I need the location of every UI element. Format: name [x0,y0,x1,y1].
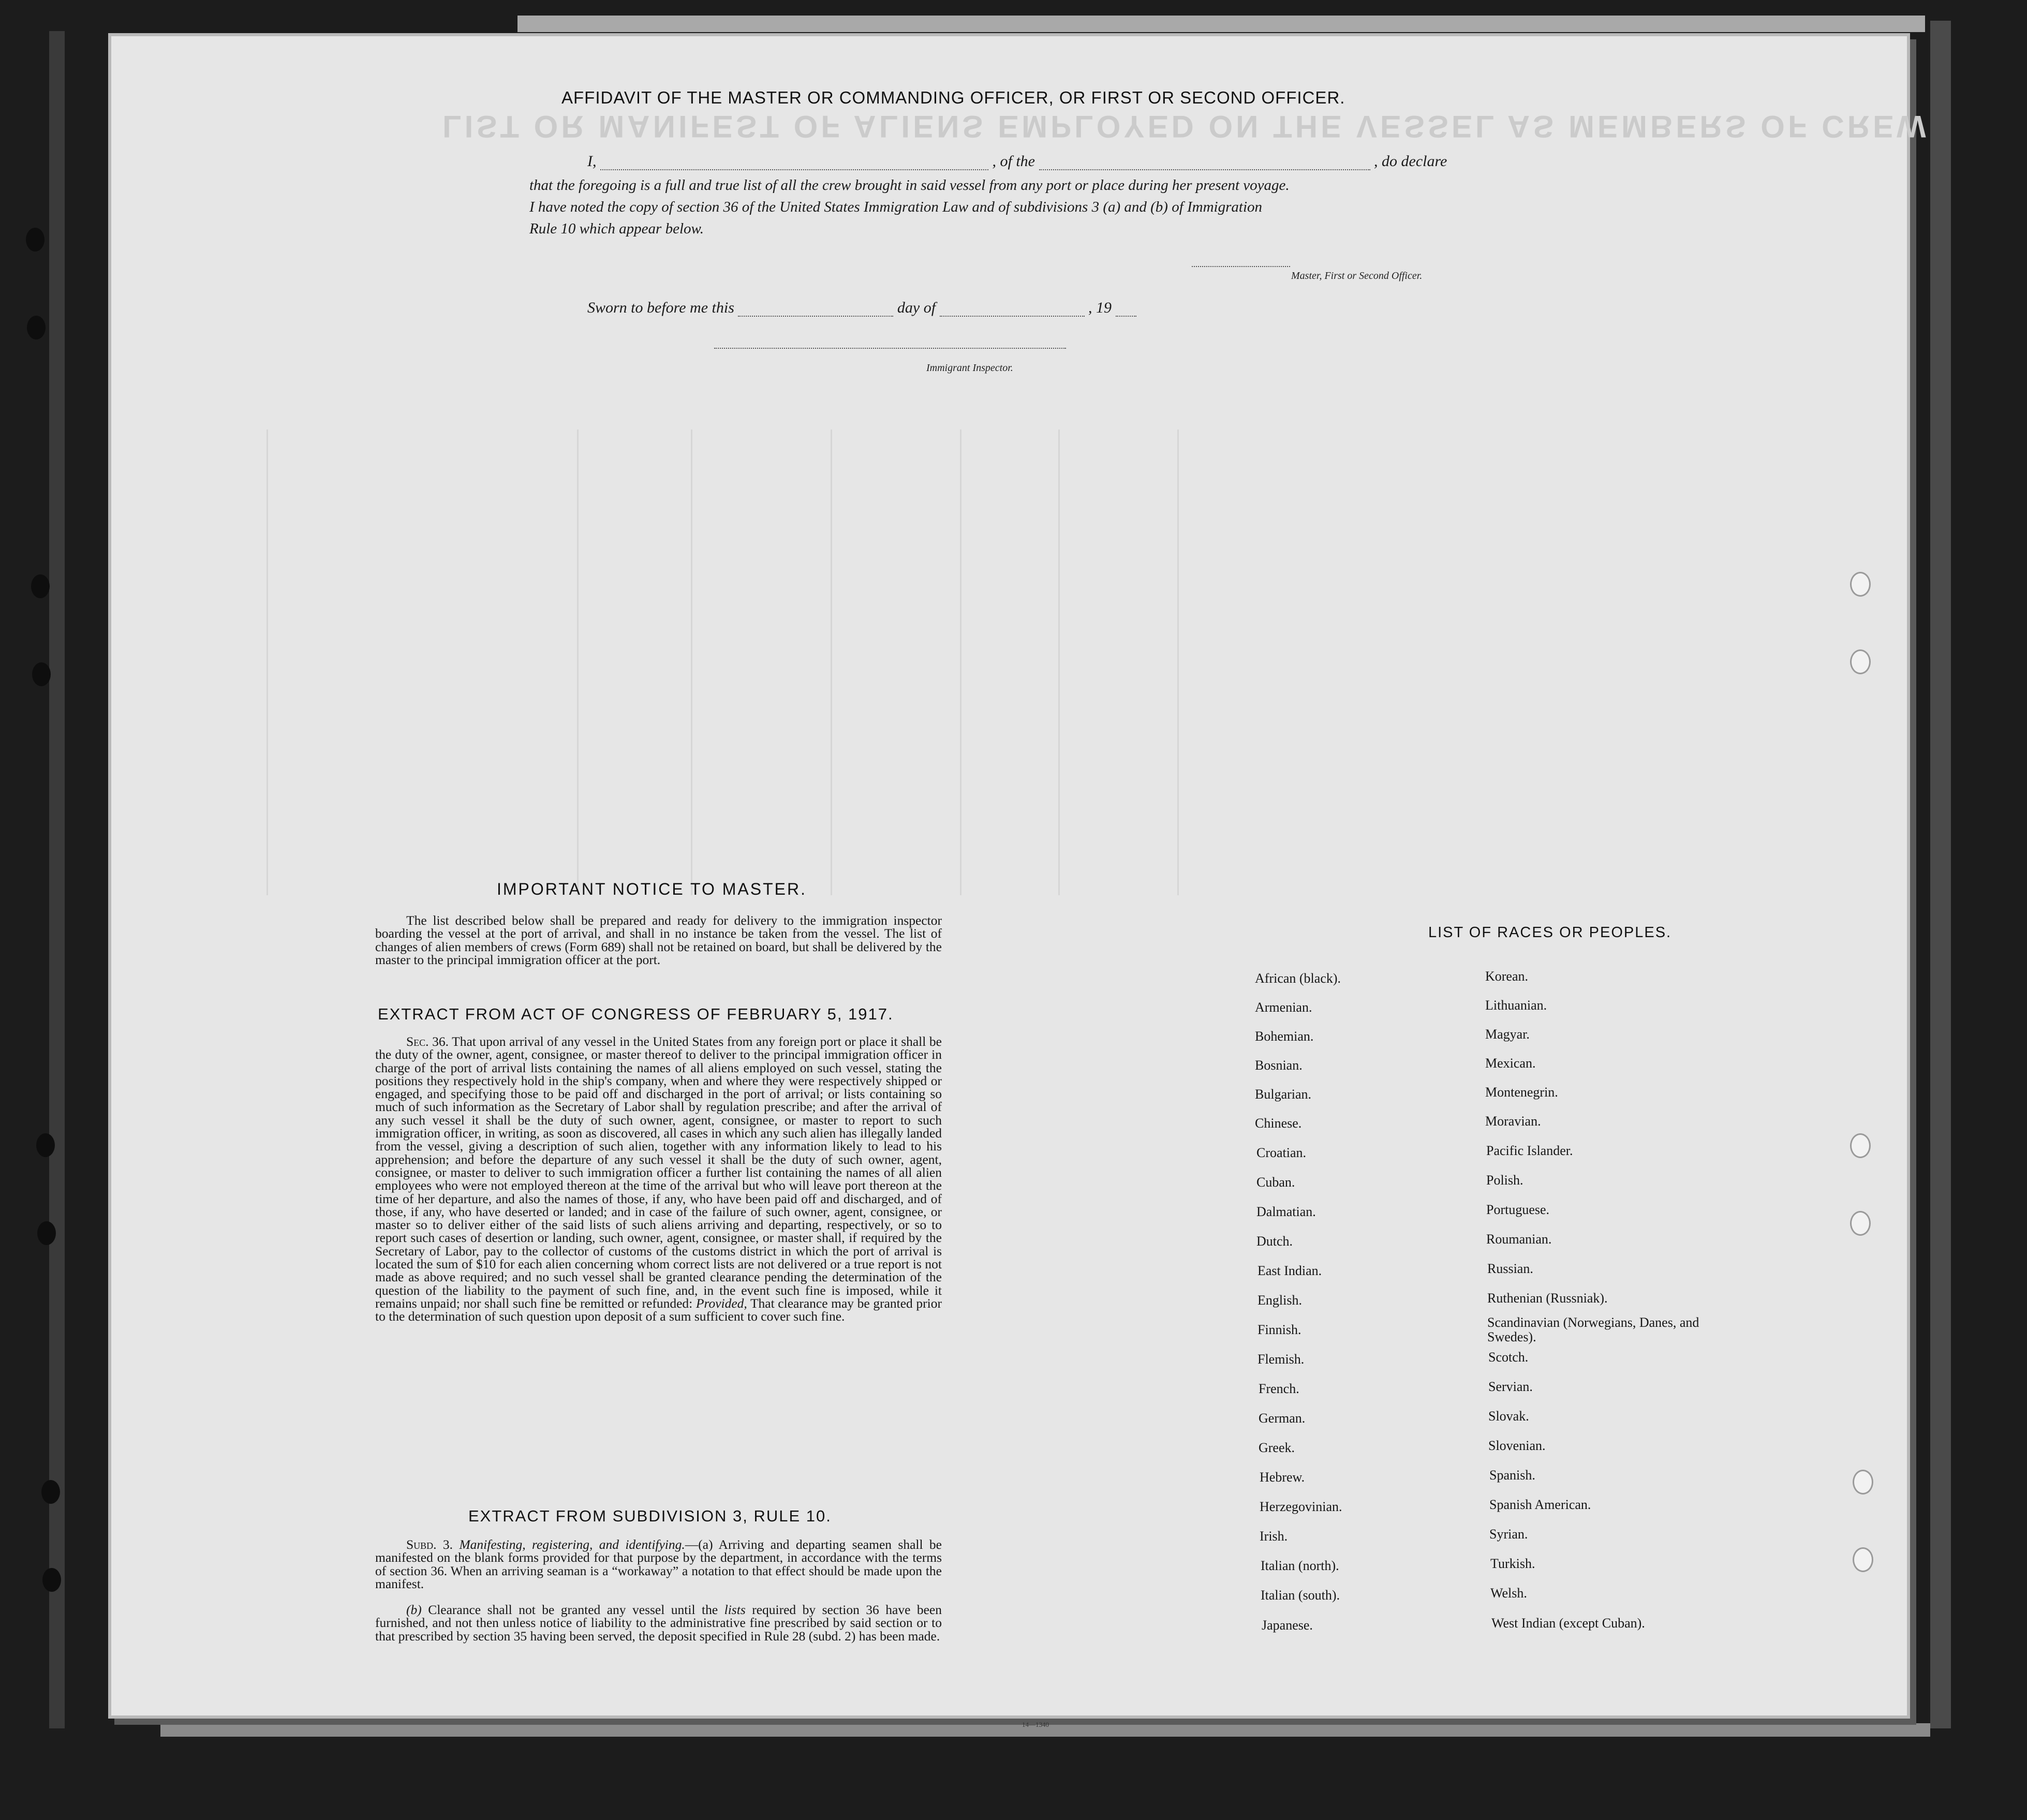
affidavit-i: I, [587,153,597,170]
bleed-through-rule [577,430,579,895]
binder-hole-icon [1850,1211,1871,1236]
act-extract-title: EXTRACT FROM ACT OF CONGRESS OF FEBRUARY 5, 1917. [378,1005,894,1023]
race-item-left: German. [1259,1411,1306,1426]
race-item-right: Turkish. [1490,1556,1535,1571]
bleed-through-rule [831,430,832,895]
section-label: Sec. 36. [406,1034,449,1049]
race-item-left: Chinese. [1255,1116,1302,1131]
race-item-right: Portuguese. [1486,1202,1550,1217]
rule-extract-title: EXTRACT FROM SUBDIVISION 3, RULE 10. [468,1507,832,1525]
race-item-right: Polish. [1486,1173,1523,1188]
binder-hole-icon [32,662,51,686]
race-item-left: Bohemian. [1255,1029,1314,1044]
notice-text [375,914,942,966]
inspector-signature-label: Immigrant Inspector. [926,362,1013,374]
races-title: LIST OF RACES OR PEOPLES. [1428,924,1672,941]
sworn-year-blank[interactable] [1116,316,1136,317]
race-item-left: Bulgarian. [1255,1087,1312,1102]
bleed-through-rule [960,430,961,895]
name-blank[interactable] [600,169,988,170]
subd-b-label: (b) [406,1602,422,1617]
race-item-right: West Indian (except Cuban). [1491,1616,1645,1631]
binder-hole-icon [26,228,45,251]
race-item-left: Cuban. [1256,1175,1295,1190]
bleed-through-rule [691,430,692,895]
binder-hole-icon [1853,1470,1873,1495]
subd-a-body: —(a) Arriving and departing seamen shall be manifested on the blank forms provided for that purpose by the department, in accordance with the terms of section 36. When an arriving seaman is a “workaway” a notation to that effect should be made upon the manifest. [375,1537,942,1591]
race-item-right: Mexican. [1485,1056,1536,1071]
inspector-signature-line[interactable] [714,347,1066,349]
binder-hole-icon [1850,649,1871,674]
race-item-right: Montenegrin. [1485,1085,1558,1100]
race-item-right: Moravian. [1485,1114,1541,1129]
race-item-right: Spanish. [1489,1468,1535,1483]
race-item-left: Dutch. [1256,1234,1293,1249]
sworn-day-blank[interactable] [738,316,893,317]
sworn-month-blank[interactable] [940,316,1085,317]
section-body: That upon arrival of any vessel in the United States from any foreign port or place it shall be the duty of the owner, agent, consignee, or master thereof to deliver to the principal immigration officer in charge of the port of arrival lists containing the names of all aliens employed on such vessel, stating the positions they respectively hold in the ship's company, when and where they were respectively shipped or engaged, and specifying those to be paid off and discharged in the port of arrival; or lists containing so much of such information as the Secretary of Labor shall by regulation prescribe; and after the arrival of any such vessel it shall be the duty of such owner, agent, consignee, or master to report to such immigration officer, in writing, as soon as discovered, all cases in which any such alien has illegally landed from the vessel, giving a description of such alien, together with any information likely to lead to his apprehension; and before the departure of any such vessel it shall be the duty of such owner, agent, consignee, or master to deliver to such immigration officer a further list containing the names of all alien employees who were not employed thereon at the time of the arrival but who will leave port thereon at the time of her departure, and also the names of those, if any, who have been paid off and discharged, and of those, if any, who have deserted or landed; and in case of the failure of such owner, agent, consignee, or master so to deliver either of the said lists of such aliens arriving and departing, respectively, or so to report such cases of desertion or landing, such owner, agent, consignee, or master shall, if required by the Secretary of Labor, pay to the collector of customs of the customs district in which the port of arrival is located the sum of $10 for each alien concerning whom correct lists are not delivered or a true report is not made as above required; and no such vessel shall be granted clearance pending the determination of the question of the liability to the payment of such fine, and, in the event such fine is imposed, while it remains unpaid; nor shall such fine be remitted or refunded: [375,1034,942,1311]
affidavit-of-the: , of the [992,153,1035,170]
race-item-left: Bosnian. [1255,1058,1303,1073]
act-section-36-text [375,1035,942,1323]
race-item-right: Ruthenian (Russniak). [1487,1291,1608,1306]
race-item-left: Finnish. [1257,1322,1301,1337]
race-item-right: Roumanian. [1486,1232,1552,1247]
top-page-stack [517,16,1925,32]
race-item-right: Slovenian. [1488,1438,1546,1453]
race-item-left: Flemish. [1257,1352,1305,1367]
race-item-left: Italian (north). [1261,1558,1339,1573]
affidavit-declaration-line [587,153,1447,170]
section-body-end: That clearance may be granted prior to the determination of such question upon deposit of a sum sufficient to cover such fine. [375,1295,942,1324]
lists-word: lists [724,1602,746,1617]
binder-hole-icon [27,316,46,339]
day-of-text: day of [897,299,936,316]
affidavit-title: AFFIDAVIT OF THE MASTER OR COMMANDING OFFICER, OR FIRST OR SECOND OFFICER. [561,88,1345,107]
master-signature-label: Master, First or Second Officer. [1291,270,1423,282]
race-item-left: Armenian. [1255,1000,1312,1015]
rule-subd-3b-text [375,1603,942,1643]
race-item-left: Italian (south). [1261,1588,1340,1603]
race-item-left: Croatian. [1256,1145,1307,1160]
document-page [111,36,1929,1728]
race-item-right: Spanish American. [1489,1497,1591,1512]
affidavit-line-4: Rule 10 which appear below. [529,220,704,237]
race-item-right: Korean. [1485,969,1529,984]
subd-label: Subd. 3. [406,1537,453,1552]
race-item-right: Pacific Islander. [1486,1143,1573,1158]
race-item-right: Syrian. [1489,1527,1528,1542]
bleed-through-rule [1177,430,1179,895]
provided-word: Provided, [696,1295,747,1311]
notice-title: IMPORTANT NOTICE TO MASTER. [497,880,807,898]
race-item-left: Japanese. [1262,1618,1313,1633]
right-scan-edge [1930,21,1951,1728]
binder-hole-icon [36,1133,55,1157]
subd-heading: Manifesting, registering, and identifying. [459,1537,685,1552]
race-item-left: French. [1259,1381,1299,1396]
race-item-left: Hebrew. [1260,1470,1305,1485]
binder-hole-icon [1850,572,1871,597]
race-item-right: Servian. [1488,1379,1533,1394]
form-number: 14—1340 [1022,1721,1049,1728]
binder-hole-icon [41,1480,60,1504]
year-text: , 19 [1088,299,1112,316]
notice-text-body: The list described below shall be prepared and ready for delivery to the immigration inspector boarding the vessel at the port of arrival, and shall in no instance be taken from the vessel. The list of changes of alien members of crews (Form 689) shall not be retained on board, but shall be delivered by the master to the principal immigration officer at the port. [375,913,942,967]
affidavit-do-declare: , do declare [1374,153,1447,170]
race-item-left: Irish. [1260,1529,1288,1544]
race-item-right: Welsh. [1490,1586,1527,1601]
bleed-through-rule [267,430,268,895]
rule-subd-3a-text [375,1538,942,1590]
sworn-text: Sworn to before me this [587,299,734,316]
affidavit-line-3: I have noted the copy of section 36 of the United States Immigration Law and of subdivisions 3 (a) and (b) of Immigration [529,199,1263,215]
race-item-right: Scandinavian (Norwegians, Danes, and Swedes). [1487,1315,1699,1344]
race-item-right: Lithuanian. [1485,998,1547,1013]
race-item-left: Dalmatian. [1256,1204,1316,1219]
binder-hole-icon [1853,1547,1873,1572]
subd-b-body-2: required by section 36 have been furnished, and not then unless notice of liability to the administrative fine prescribed by said section or to that prescribed by section 35 having been served, the deposit specified in Rule 28 (subd. 2) has been made. [375,1602,942,1644]
race-item-left: African (black). [1255,971,1341,986]
binder-hole-icon [42,1568,61,1592]
subd-b-body-1: Clearance shall not be granted any vessel until the [428,1602,718,1617]
binder-hole-icon [31,574,50,598]
left-scan-edge [49,31,65,1728]
bleed-through-title: LIST OR MANIFEST OF ALIENS EMPLOYED ON THE VESSEL AS MEMBERS OF CREW [442,109,1929,144]
bleed-through-rule [1058,430,1060,895]
race-item-left: Herzegovinian. [1260,1499,1342,1514]
race-item-right: Slovak. [1488,1409,1529,1424]
race-item-left: East Indian. [1257,1263,1322,1278]
affidavit-line-2: that the foregoing is a full and true list of all the crew brought in said vessel from any port or place during her present voyage. [529,177,1290,194]
race-item-left: English. [1257,1293,1302,1308]
sworn-line [587,299,1136,317]
binder-hole-icon [37,1221,56,1245]
race-item-right: Russian. [1487,1261,1533,1276]
race-item-right: Scotch. [1488,1350,1529,1365]
vessel-blank[interactable] [1039,169,1370,170]
binder-hole-icon [1850,1133,1871,1158]
race-item-right: Magyar. [1485,1027,1530,1042]
master-signature-line[interactable] [1192,265,1290,267]
race-item-left: Greek. [1259,1440,1295,1455]
